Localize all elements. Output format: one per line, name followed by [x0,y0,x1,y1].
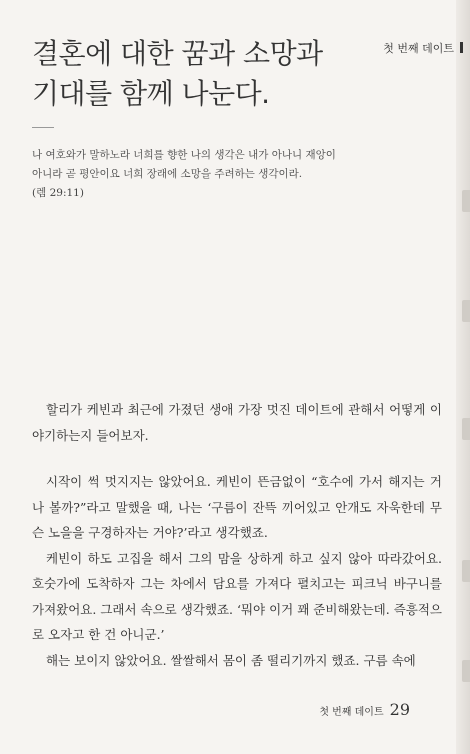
page-edge-tab [462,418,470,440]
page-edge [456,0,470,754]
body-text [32,397,442,673]
page-edge-tab [462,560,470,582]
section-marker-bar [460,42,463,53]
verse-line-2: 아니라 곧 평안이요 너희 장래에 소망을 주려하는 생각이라. [32,168,303,180]
title-line-1: 결혼에 대한 꿈과 소망과 [32,37,323,70]
page-edge-tab [462,660,470,682]
page-number: 29 [389,700,410,719]
page-edge-tab [462,300,470,322]
bible-verse [32,146,352,203]
running-header [355,40,463,56]
page-footer [319,700,410,719]
paragraph: 케빈이 하도 고집을 해서 그의 맘을 상하게 하고 싶지 않아 따라갔어요. 호숫가에 도착하자 그는 차에서 담요를 가져다 펼치고는 피크닉 바구니를 가져왔어요. 그래서 속으로 생각했죠. ‘뭐야 이거 꽤 준비해왔는데. 즉흥적으로 오자고 한 건 아니군.’ [32,550,442,642]
verse-reference: (렘 29:11) [32,187,84,199]
verse-line-1: 나 여호와가 말하노라 너희를 향한 나의 생각은 내가 아나니 재앙이 [32,149,336,161]
paragraph: 시작이 썩 멋지지는 않았어요. 케빈이 뜬금없이 “호수에 가서 해지는 거나 볼까?”라고 말했을 때, 나는 ‘구름이 잔뜩 끼어있고 안개도 자욱한데 무슨 노을을 구경하자는 거야?’라고 생각했죠. [32,474,442,540]
title-line-2: 기대를 함께 나눈다. [32,77,270,110]
paragraph: 해는 보이지 않았어요. 쌀쌀해서 몸이 좀 떨리기까지 했죠. 구름 속에 [46,652,416,668]
section-label: 첫 번째 데이트 [383,42,454,55]
paragraph: 할리가 케빈과 최근에 가졌던 생애 가장 멋진 데이트에 관해서 어떻게 이야기하는지 들어보자. [32,402,442,443]
footer-label: 첫 번째 데이트 [319,707,384,718]
divider-rule [32,127,54,128]
page-title [32,34,352,114]
page-edge-tab [462,190,470,212]
